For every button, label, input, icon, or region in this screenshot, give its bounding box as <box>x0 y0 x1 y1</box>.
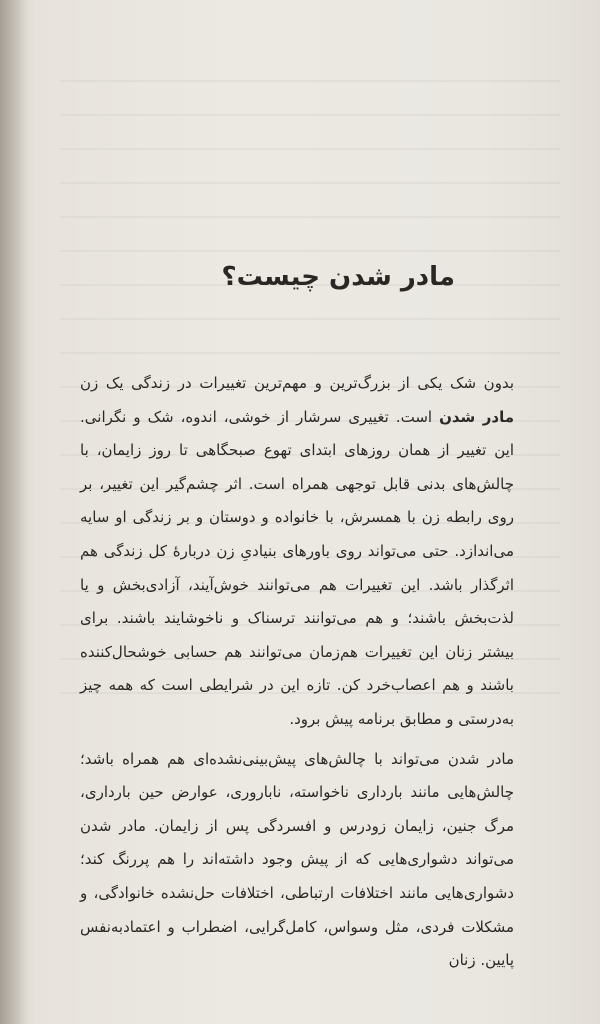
paragraph <box>80 743 514 978</box>
bold-term: مادر شدن <box>439 407 514 426</box>
paragraph-text: مادر شدن می‌تواند با چالش‌های پیش‌بینی‌نشده‌ای هم همراه باشد؛ چالش‌هایی مانند بارداری ناخواسته، ناباروری، عوارض حین بارداری، مرگ جنین، زایمان زودرس و افسردگی پس از زایمان. مادر شدن می‌تواند دشواری‌هایی که از پیش وجود داشته‌اند را هم پررنگ کند؛ دشواری‌هایی مانند اختلافات ارتباطی، اختلافات حل‌نشده خانوادگی، و مشکلات فردی، مثل وسواس، کامل‌گرایی، اضطراب و اعتمادبه‌نفس پایین. زنان <box>80 749 514 970</box>
section-title: مادر شدن چیست؟ <box>221 262 455 292</box>
paragraph-text: بدون شک یکی از بزرگ‌ترین و مهم‌ترین تغییرات در زندگی یک زن <box>80 374 514 392</box>
paragraph-text: است. تغییری سرشار از خوشی، اندوه، شک و نگرانی. این تغییر از همان روزهای ابتدای تهوع صبحگاهی تا روز زایمان، با چالش‌های بدنی قابل توجهی همراه است. اثر چشم‌گیر این تغییر، بر روی رابطه زن با همسرش، با خانواده و دوستان و بر زندگی او سایه می‌اندازد. حتی می‌تواند روی باورهای بنیادیِ زن دربارهٔ کل زندگی هم اثرگذار باشد. این تغییرات هم می‌توانند خوش‌آیند، آزادی‌بخش و یا لذت‌بخش باشند؛ و هم می‌توانند ترسناک و ناخوشایند باشند. برای بیشتر زنان این تغییرات هم‌زمان می‌توانند هم حسابی خوشحال‌کننده باشند و هم اعصاب‌خرد کن. تازه این در شرایطی است که همه چیز به‌درستی و مطابق برنامه پیش برود. <box>80 407 514 728</box>
paragraph <box>80 367 514 737</box>
body-text <box>80 367 514 978</box>
page-gutter-shadow <box>0 0 28 1024</box>
